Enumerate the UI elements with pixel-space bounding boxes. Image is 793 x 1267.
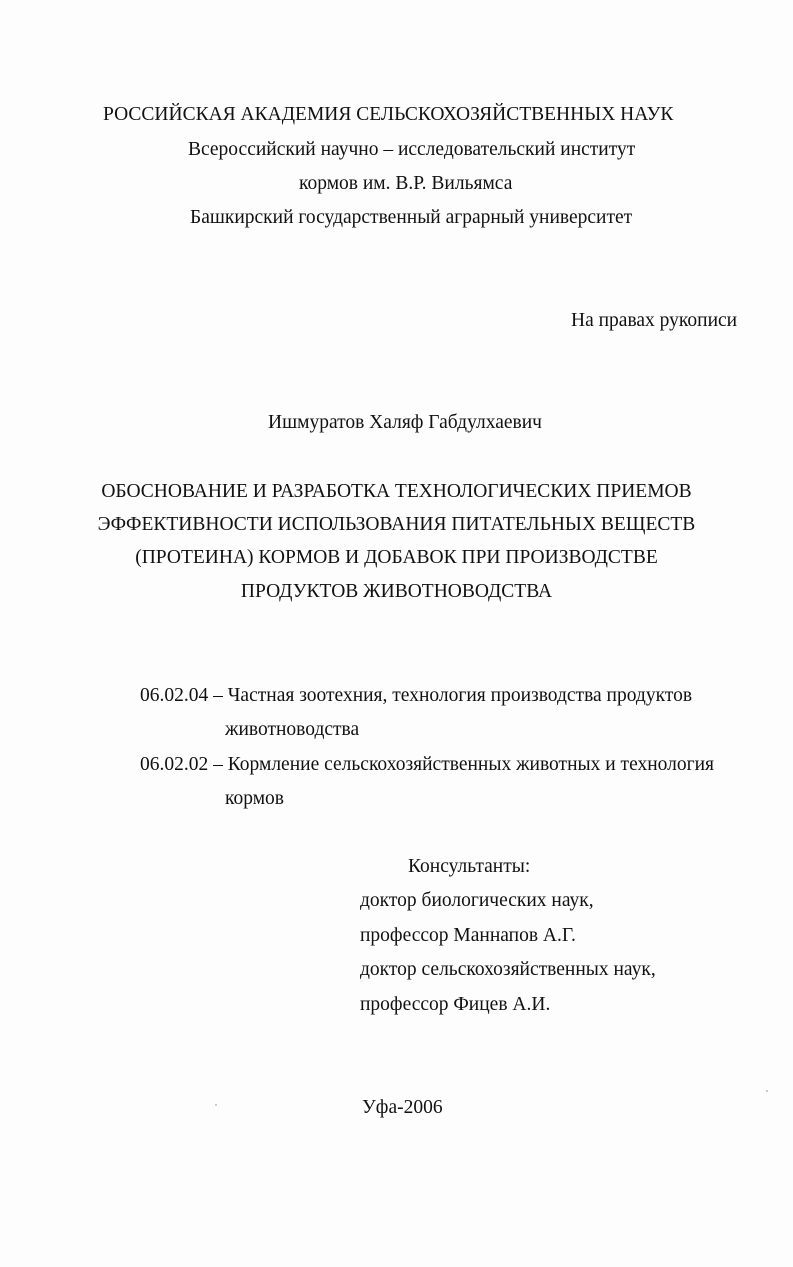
institute-line-2: кормов им. В.Р. Вильямса xyxy=(299,173,513,194)
specialty-1-line-1: 06.02.04 – Частная зоотехния, технология производства продуктов xyxy=(140,685,693,706)
consultant-line-3: доктор сельскохозяйственных наук, xyxy=(360,959,656,980)
scan-speck xyxy=(766,1090,768,1092)
institute-line-1: Всероссийский научно – исследовательский институт xyxy=(188,139,636,160)
scan-speck xyxy=(215,1104,217,1106)
consultant-line-1: доктор биологических наук, xyxy=(360,890,594,911)
academy-name: РОССИЙСКАЯ АКАДЕМИЯ СЕЛЬСКОХОЗЯЙСТВЕННЫХ НАУК xyxy=(103,104,674,125)
author-name: Ишмуратов Халяф Габдулхаевич xyxy=(268,412,542,433)
university-name: Башкирский государственный аграрный университет xyxy=(190,207,633,228)
consultant-line-4: профессор Фицев А.И. xyxy=(360,994,551,1015)
thesis-title-line-3: (ПРОТЕИНА) КОРМОВ И ДОБАВОК ПРИ ПРОИЗВОДСТВЕ xyxy=(135,547,658,568)
specialty-2-line-2: кормов xyxy=(225,788,284,809)
thesis-title-line-1: ОБОСНОВАНИЕ И РАЗРАБОТКА ТЕХНОЛОГИЧЕСКИХ ПРИЕМОВ xyxy=(101,481,692,502)
thesis-title-line-2: ЭФФЕКТИВНОСТИ ИСПОЛЬЗОВАНИЯ ПИТАТЕЛЬНЫХ ВЕЩЕСТВ xyxy=(97,514,696,535)
consultant-line-2: профессор Маннапов А.Г. xyxy=(360,925,576,946)
consultants-heading: Консультанты: xyxy=(408,856,531,877)
thesis-title-line-4: ПРОДУКТОВ ЖИВОТНОВОДСТВА xyxy=(240,581,553,602)
specialty-1-line-2: животноводства xyxy=(225,719,360,740)
manuscript-note: На правах рукописи xyxy=(571,310,738,331)
place-year: Уфа-2006 xyxy=(362,1097,443,1118)
specialty-2-line-1: 06.02.02 – Кормление сельскохозяйственных животных и технология xyxy=(140,754,715,775)
